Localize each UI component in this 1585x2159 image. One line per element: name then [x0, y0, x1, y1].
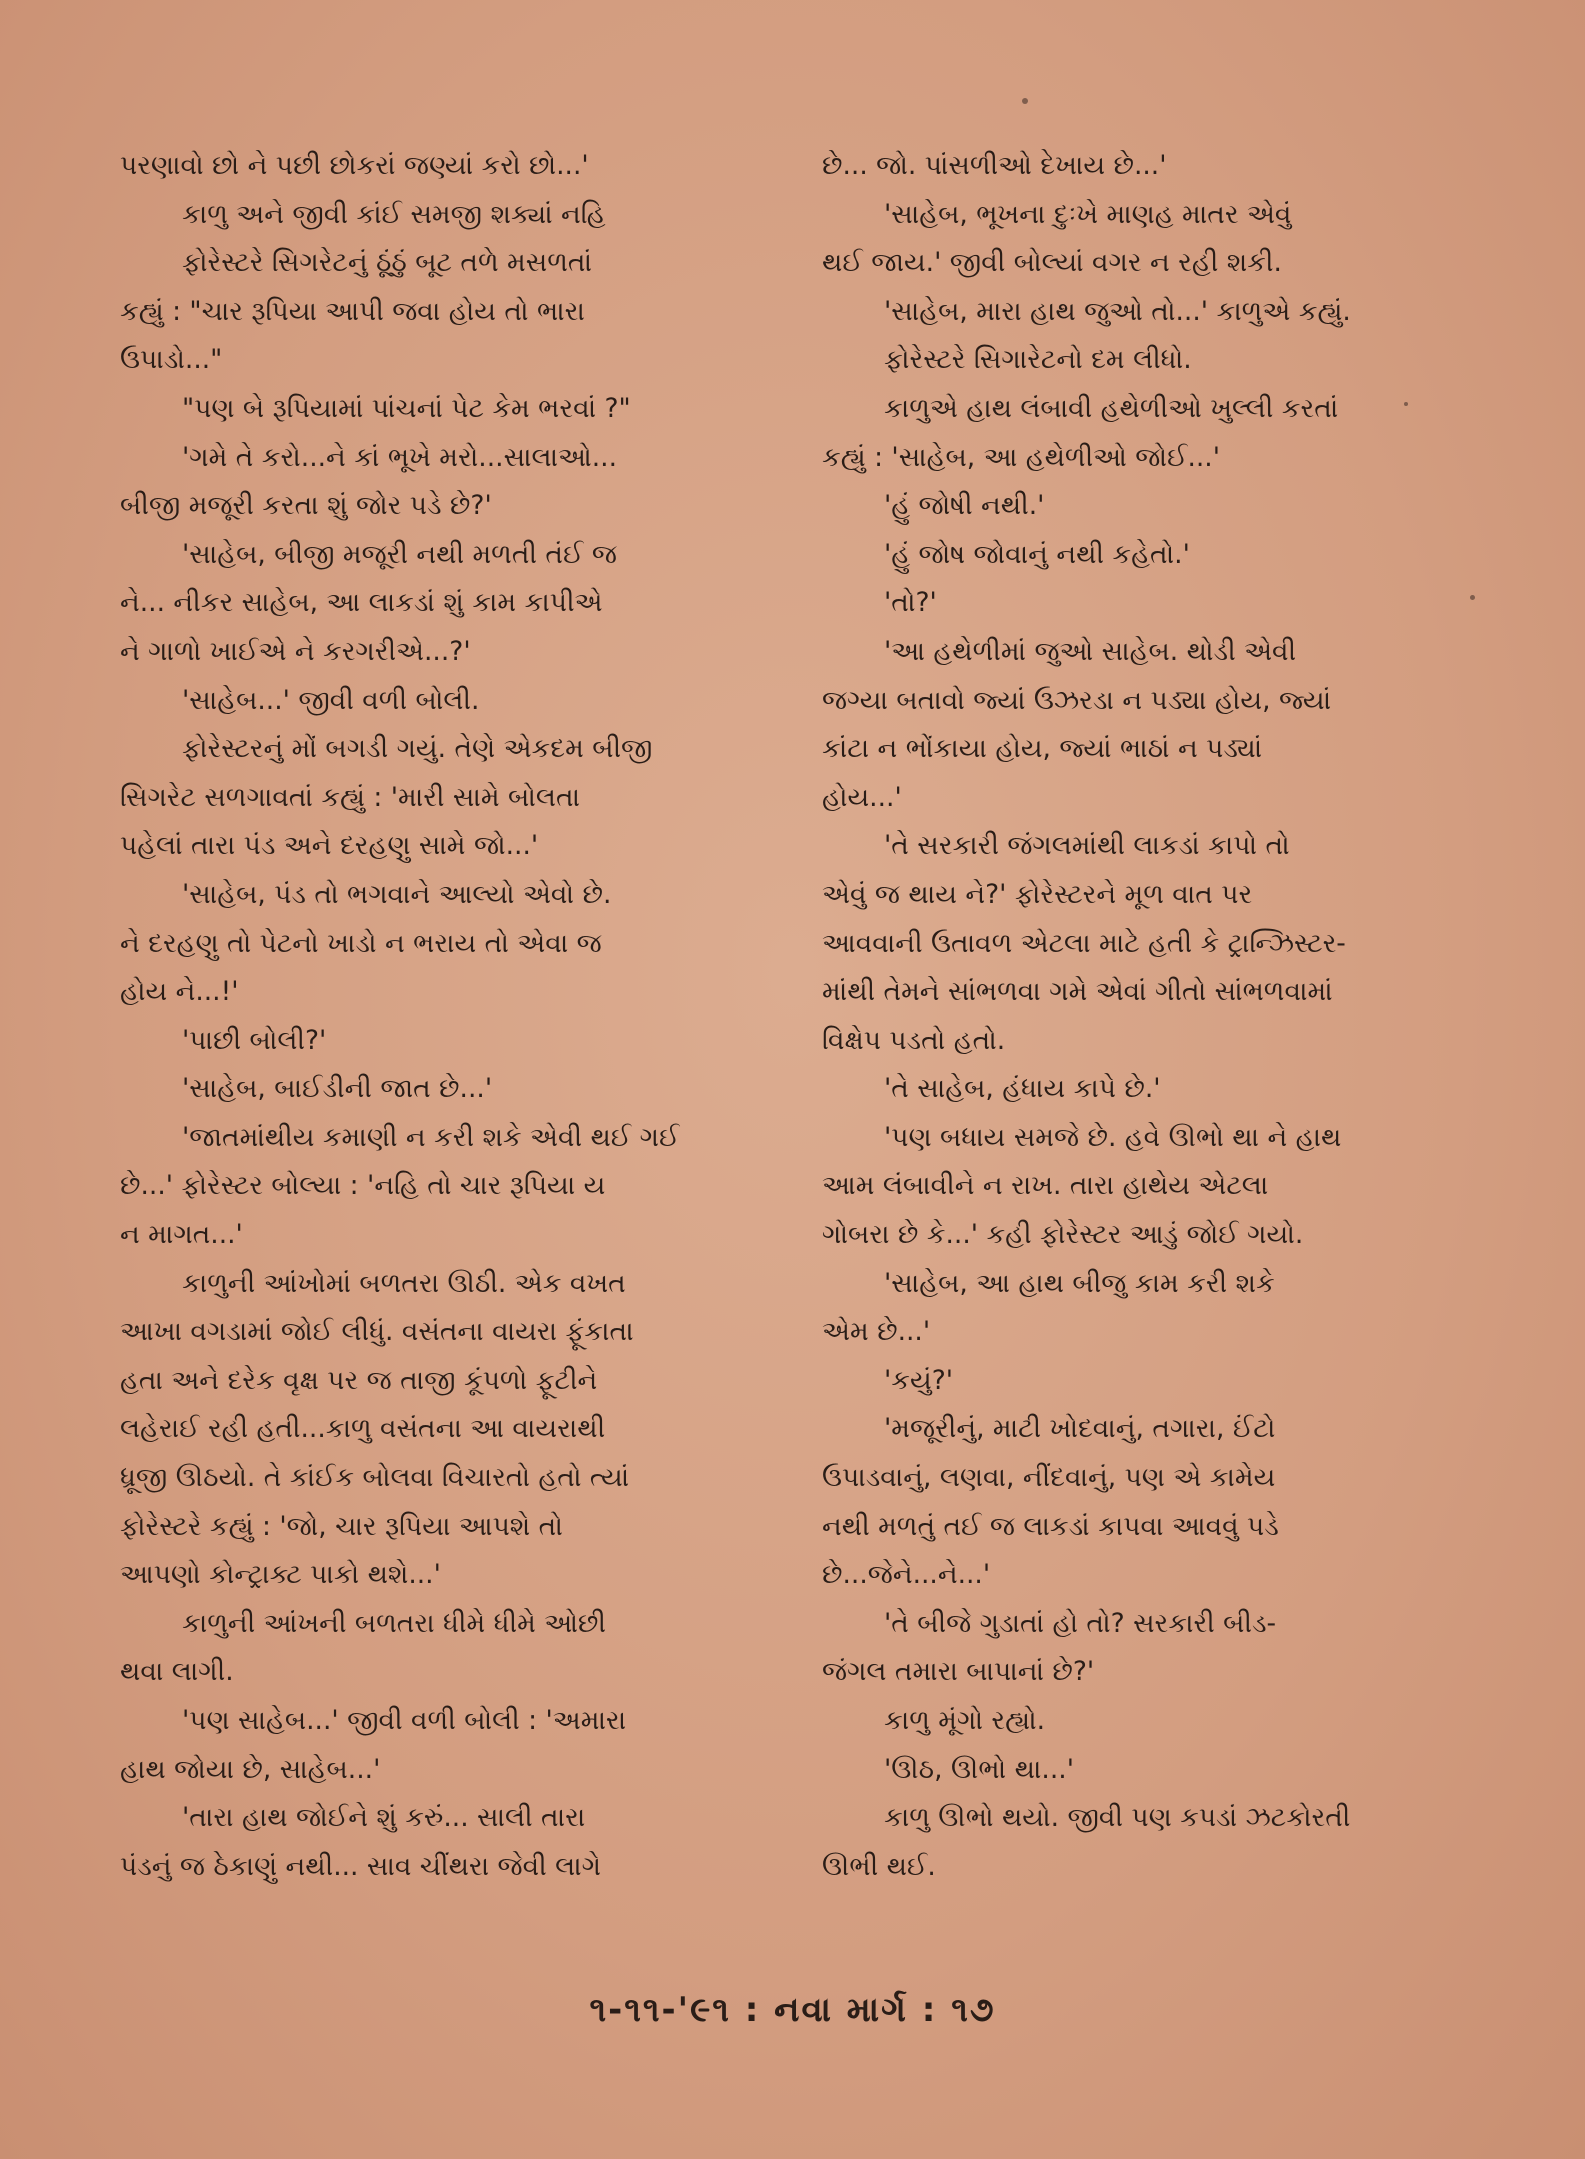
text-line: કહ્યું : 'સાહેબ, આ હથેળીઓ જોઈ...' — [822, 441, 1221, 473]
text-line: 'આ હથેળીમાં જુઓ સાહેબ. થોડી એવી — [884, 635, 1297, 667]
text-line: પહેલાં તારા પંડ અને દરહણુ સામે જો...' — [120, 830, 539, 862]
text-line: કાળુએ હાથ લંબાવી હથેળીઓ ખુલ્લી કરતાં — [884, 392, 1339, 424]
text-line: કાળુની આંખની બળતરા ધીમે ધીમે ઓછી — [182, 1607, 606, 1639]
text-line: હતા અને દરેક વૃક્ષ પર જ તાજી કૂંપળો ફૂટીને — [120, 1364, 598, 1396]
text-line: 'મજૂરીનું, માટી ખોદવાનું, તગારા, ઈંટો — [884, 1413, 1276, 1445]
text-line: હોય ને...!' — [120, 976, 239, 1008]
text-line: વિક્ષેપ પડતો હતો. — [822, 1024, 1006, 1056]
text-line: કાળુ ઊભો થયો. જીવી પણ કપડાં ઝટકોરતી — [884, 1802, 1351, 1834]
paper-speck — [1022, 98, 1028, 104]
text-line: ને દરહણુ તો પેટનો ખાડો ન ભરાય તો એવા જ — [120, 927, 602, 959]
text-line: 'પાછી બોલી?' — [182, 1024, 327, 1056]
text-line: 'સાહેબ, પંડ તો ભગવાને આલ્યો એવો છે. — [182, 878, 612, 910]
text-line: પરણાવો છો ને પછી છોકરાં જણ્યાં કરો છો...' — [120, 150, 589, 181]
text-line: આખા વગડામાં જોઈ લીધું. વસંતના વાયરા ફૂંકાતા — [120, 1316, 634, 1348]
text-line: 'તારા હાથ જોઈને શું કરું... સાલી તારા — [182, 1802, 586, 1834]
text-line: એવું જ થાય ને?' ફોરેસ્ટરને મૂળ વાત પર — [822, 878, 1253, 910]
text-line: 'પણ બધાય સમજે છે. હવે ઊભો થા ને હાથ — [884, 1121, 1342, 1153]
text-line: કાળુ અને જીવી કાંઈ સમજી શક્યાં નહિ — [182, 198, 606, 230]
text-line: 'હું જોષ જોવાનું નથી કહેતો.' — [884, 538, 1190, 570]
text-line: જંગલ તમારા બાપાનાં છે?' — [822, 1656, 1095, 1688]
page-footer: ૧-૧૧-'૯૧ : નવા માર્ગ : ૧૭ — [589, 1990, 996, 2030]
text-line: ન માગત...' — [120, 1219, 243, 1251]
text-line: ને ગાળો ખાઈએ ને કરગરીએ...?' — [120, 635, 471, 667]
text-line: હાથ જોયા છે, સાહેબ...' — [120, 1753, 381, 1785]
text-line: 'તે સરકારી જંગલમાંથી લાકડાં કાપો તો — [884, 830, 1290, 862]
text-line: 'હું જોષી નથી.' — [884, 490, 1045, 522]
text-line: 'તો?' — [884, 587, 937, 619]
text-line: 'સાહેબ, બીજી મજૂરી નથી મળતી તંઈ જ — [182, 538, 617, 570]
text-line: થવા લાગી. — [120, 1656, 234, 1688]
text-line: લહેરાઈ રહી હતી...કાળુ વસંતના આ વાયરાથી — [120, 1413, 606, 1445]
text-line: 'પણ સાહેબ...' જીવી વળી બોલી : 'અમારા — [182, 1705, 627, 1736]
text-line: 'ઊઠ, ઊભો થા...' — [884, 1753, 1074, 1785]
text-line: 'સાહેબ, ભૂખના દુઃખે માણહ માતર એવું — [884, 198, 1292, 230]
left-text-column — [120, 142, 798, 1891]
text-line: કહ્યું : "ચાર રૂપિયા આપી જવા હોય તો ભારા — [120, 295, 585, 327]
text-line: માંથી તેમને સાંભળવા ગમે એવાં ગીતો સાંભળવામાં — [822, 976, 1333, 1008]
text-line: કાળુની આંખોમાં બળતરા ઊઠી. એક વખત — [182, 1267, 626, 1299]
text-line: કાળુ મૂંગો રહ્યો. — [884, 1705, 1046, 1736]
text-line: 'સાહેબ, આ હાથ બીજુ કામ કરી શકે — [884, 1267, 1275, 1299]
text-line: પંડનું જ ઠેકાણું નથી... સાવ ચીંથરા જેવી લાગે — [120, 1850, 601, 1882]
text-line: હોય...' — [822, 781, 902, 813]
text-line: 'કયું?' — [884, 1364, 954, 1396]
text-line: છે...જેને...ને...' — [822, 1559, 991, 1591]
text-line: "પણ બે રૂપિયામાં પાંચનાં પેટ કેમ ભરવાં ?" — [182, 392, 631, 424]
text-line: 'તે સાહેબ, હંધાય કાપે છે.' — [884, 1073, 1161, 1105]
text-line: આવવાની ઉતાવળ એટલા માટે હતી કે ટ્રાન્ઝિસ્ટર- — [822, 927, 1346, 959]
text-line: ઉપાડો..." — [120, 344, 223, 376]
text-line: જગ્યા બતાવો જ્યાં ઉઝરડા ન પડ્યા હોય, જ્યાં — [822, 684, 1332, 716]
text-line: થઈ જાય.' જીવી બોલ્યાં વગર ન રહી શકી. — [822, 247, 1282, 279]
text-line: નથી મળતું તઈ જ લાકડાં કાપવા આવવું પડે — [822, 1510, 1279, 1542]
text-line: ને... નીકર સાહેબ, આ લાકડાં શું કામ કાપીએ — [120, 587, 603, 619]
text-line: એમ છે...' — [822, 1316, 931, 1348]
paper-speck — [1470, 595, 1475, 600]
text-line: ધ્રૂજી ઊઠયો. તે કાંઈક બોલવા વિચારતો હતો ત્યાં — [120, 1462, 630, 1494]
text-line: ઊભી થઈ. — [822, 1850, 936, 1882]
text-line: આપણો કોન્ટ્રાક્ટ પાકો થશે...' — [120, 1559, 441, 1591]
text-line: 'જાતમાંથીય કમાણી ન કરી શકે એવી થઈ ગઈ — [182, 1121, 680, 1153]
paper-speck — [1404, 402, 1408, 406]
text-line: 'સાહેબ, બાઈડીની જાત છે...' — [182, 1073, 493, 1105]
text-line: આમ લંબાવીને ન રાખ. તારા હાથેય એટલા — [822, 1170, 1269, 1202]
text-line: બીજી મજૂરી કરતા શું જોર પડે છે?' — [120, 490, 492, 522]
right-text-column — [822, 142, 1500, 1891]
text-line: ઉપાડવાનું, લણવા, નીંદવાનું, પણ એ કામેય — [822, 1462, 1276, 1494]
text-line: ફોરેસ્ટરે કહ્યું : 'જો, ચાર રૂપિયા આપશે તો — [120, 1510, 563, 1542]
text-line: 'સાહેબ, મારા હાથ જુઓ તો...' કાળુએ કહ્યું. — [884, 295, 1351, 327]
text-line: ગોબરા છે કે...' કહી ફોરેસ્ટર આડું જોઈ ગયો. — [822, 1219, 1304, 1251]
text-line: કાંટા ન ભોંકાયા હોય, જ્યાં ભાઠાં ન પડ્યાં — [822, 733, 1263, 765]
text-line: છે... જો. પાંસળીઓ દેખાય છે...' — [822, 150, 1167, 181]
text-line: ફોરેસ્ટરે સિગરેટનું ઠૂંઠું બૂટ તળે મસળતાં — [182, 247, 592, 279]
text-line: ફોરેસ્ટરે સિગારેટનો દમ લીધો. — [884, 344, 1192, 376]
text-line: 'સાહેબ...' જીવી વળી બોલી. — [182, 684, 480, 716]
text-line: છે...' ફોરેસ્ટર બોલ્યા : 'નહિ તો ચાર રૂપિયા ય — [120, 1170, 606, 1202]
text-line: 'તે બીજે ગુડાતાં હો તો? સરકારી બીડ- — [884, 1607, 1277, 1639]
text-line: ફોરેસ્ટરનું મોં બગડી ગયું. તેણે એકદમ બીજી — [182, 733, 653, 765]
text-line: 'ગમે તે કરો...ને કાં ભૂખે મરો...સાલાઓ... — [182, 441, 618, 473]
text-line: સિગરેટ સળગાવતાં કહ્યું : 'મારી સામે બોલતા — [120, 781, 581, 813]
